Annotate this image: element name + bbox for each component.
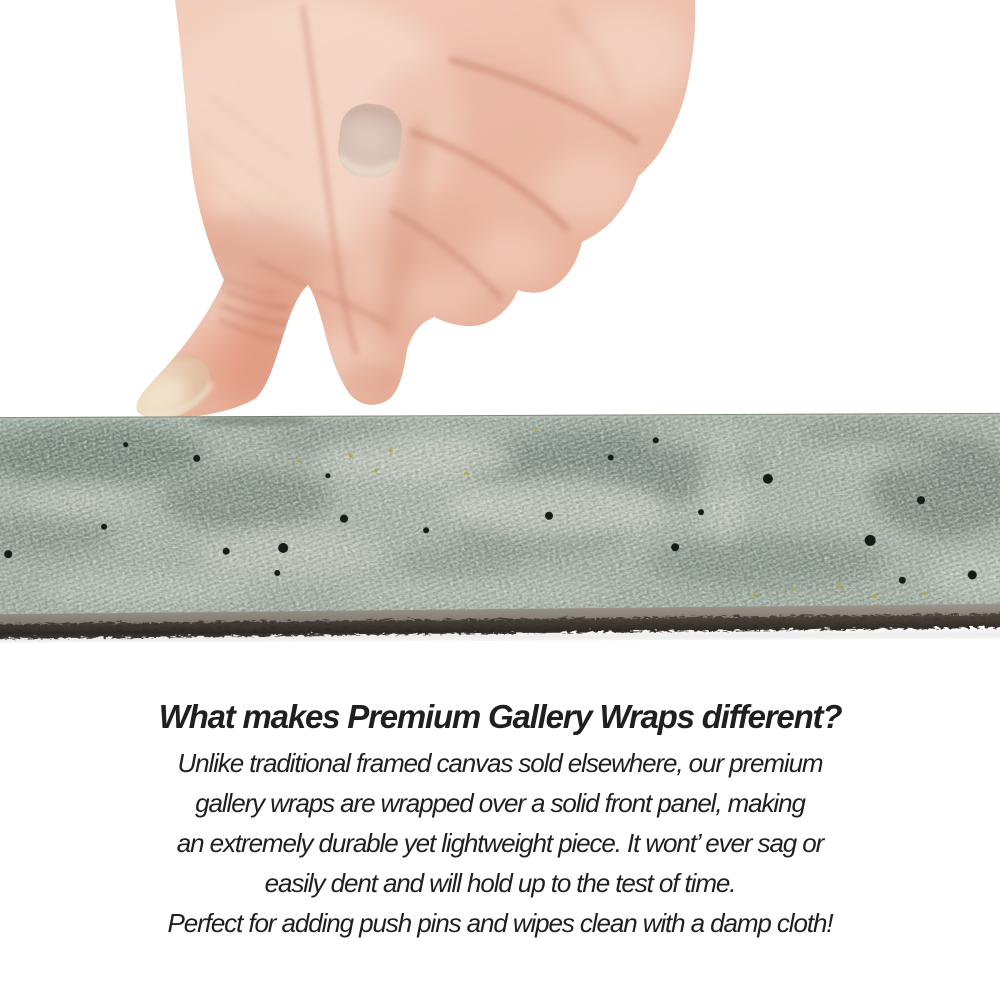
copy-line-1: Unlike traditional framed canvas sold elsewhere, our premium <box>177 748 823 778</box>
copy-line-3: an extremely durable yet lightweight piece. It wont’ ever sag or <box>176 828 824 858</box>
hand-illustration <box>0 0 1000 440</box>
knuckle-highlight <box>570 7 690 103</box>
canvas-strip <box>0 411 1000 655</box>
copy-line-2: gallery wraps are wrapped over a solid front panel, making <box>195 788 805 818</box>
fingertip-shade <box>344 362 400 394</box>
palm-edge-shade <box>137 138 213 302</box>
canvas-strip-graphic <box>0 411 1000 655</box>
canvas-weave <box>0 413 1000 615</box>
hand-photo <box>0 0 1000 440</box>
marketing-copy <box>0 694 1000 943</box>
copy-heading: What makes Premium Gallery Wraps different? <box>158 698 842 735</box>
copy-line-4: easily dent and will hold up to the test of time. <box>264 868 736 898</box>
canvas-fabric <box>0 411 1000 616</box>
copy-line-5: Perfect for adding push pins and wipes clean with a damp cloth! <box>167 908 833 938</box>
